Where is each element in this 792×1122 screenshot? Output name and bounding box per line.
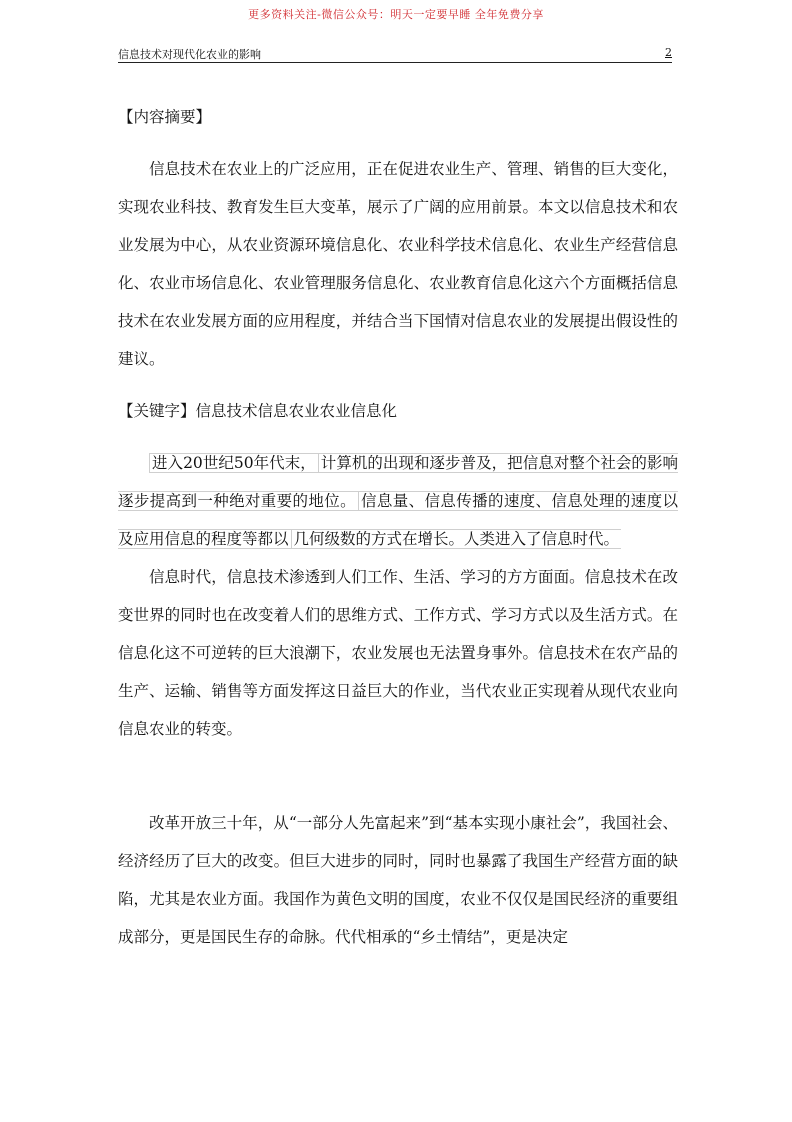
text-segment: 计算机的出现和逐步普及，把信息对整个社会的影响逐步提高到一种绝对重要的地位。 xyxy=(118,454,678,510)
text-segment: 信息量、信息传播的速度、信息处理的速度以及应用信息的程度等都以 xyxy=(118,492,678,548)
page-number: 2 xyxy=(665,46,672,59)
reform-paragraph: 改革开放三十年，从“一部分人先富起来”到“基本实现小康社会”，我国社会、经济经历了巨大的改变。但巨大进步的同时，同时也暴露了我国生产经营方面的缺陷，尤其是农业方面。我国作为黄色文明的国度，农业不仅仅是国民经济的重要组成部分，更是国民生存的命脉。代代相承的“乡土情结”，更是决定 xyxy=(118,814,678,946)
keywords-label: 【关键字】 xyxy=(118,402,196,420)
keywords-text: 信息技术信息农业农业信息化 xyxy=(195,402,398,420)
text-segment: 几何级数的方式在增长。人类进入了信息时代。 xyxy=(291,529,622,549)
text-segment: 进入20世纪50年代末， xyxy=(149,453,318,473)
document-title: 信息技术对现代化农业的影响 xyxy=(118,48,261,61)
keywords-line xyxy=(118,392,678,430)
abstract-body: 信息技术在农业上的广泛应用，正在促进农业生产、管理、销售的巨大变化，实现农业科技、教育发生巨大变革，展示了广阔的应用前景。本文以信息技术和农业发展为中心，从农业资源环境信息化、农业科学技术信息化、农业生产经营信息化、农业市场信息化、农业管理服务信息化、农业教育信息化这六个方面概括信息技术在农业发展方面的应用程度，并结合当下国情对信息农业的发展提出假设性的建议。 xyxy=(118,160,678,368)
information-age-paragraph: 信息时代，信息技术渗透到人们工作、生活、学习的方方面面。信息技术在改变世界的同时也在改变着人们的思维方式、工作方式、学习方式以及生活方式。在信息化这不可逆转的巨大浪潮下，农业发展也无法置身事外。信息技术在农产品的生产、运输、销售等方面发挥这日益巨大的作业，当代农业正实现着从现代农业向信息农业的转变。 xyxy=(118,568,678,738)
running-header xyxy=(118,46,672,63)
page-content xyxy=(118,98,678,956)
abstract-heading: 【内容摘要】 xyxy=(118,108,212,126)
intro-paragraph xyxy=(118,444,678,558)
top-banner: 更多资料关注-微信公众号：明天一定要早睡 全年免费分享 xyxy=(248,8,544,21)
